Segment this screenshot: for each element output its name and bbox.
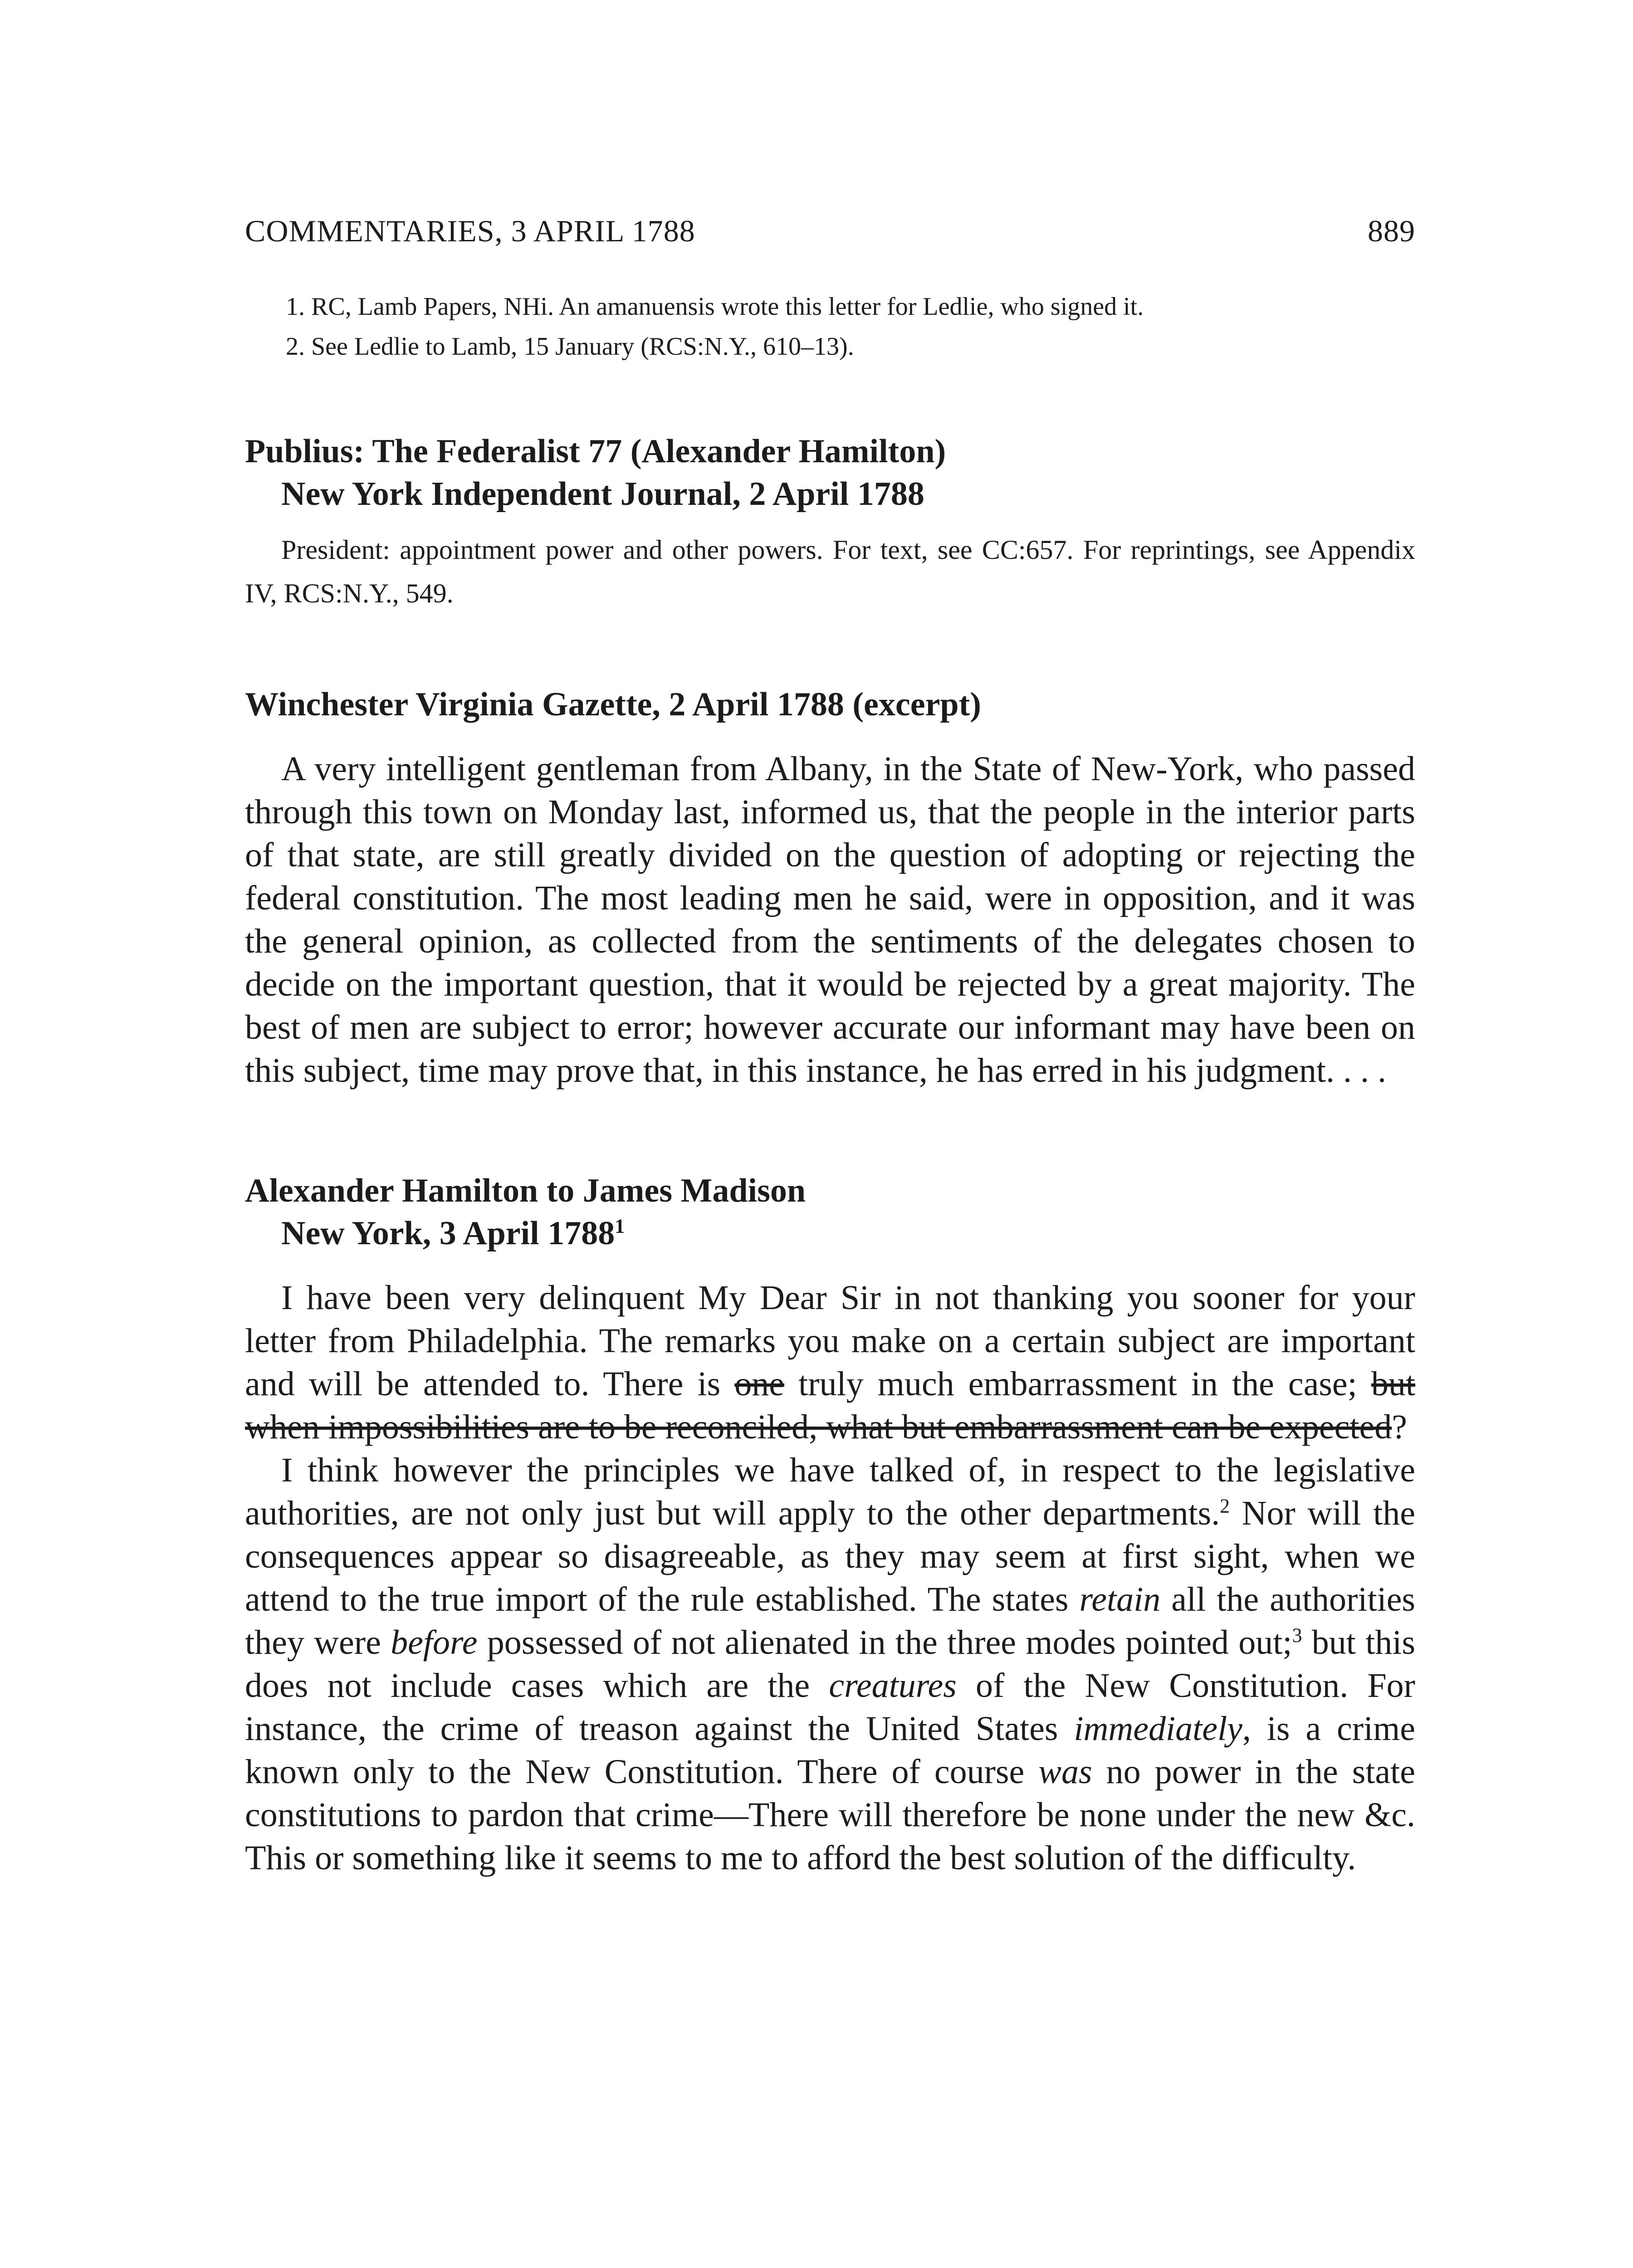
italic-text: retain [1079,1580,1161,1618]
running-head [245,213,1415,263]
italic-text: was [1038,1753,1092,1791]
letter-paragraph-2: I think however the principles we have talked of, in respect to the legislative authorities, are not only just but will apply to the other departments.$^2$ Nor will the consequences appear so disagreeable, as they may seem at first sight, when we attend to the true import of the rule established. The states retain all the authorities they were before possessed of not alienated in the three modes pointed out;$^3$ but this does not include cases which are the creatures of the New Constitution. For instance, the crime of treason against the United States immediately, is a crime known only to the New Constitution. There of course was no power in the state constitutions to pardon that crime—There will therefore be none under the new &c. This or something like it seems to me to afford the best solution of the difficulty. [245,1451,1416,1877]
federalist-summary: President: appointment power and other powers. For text, see CC:657. For reprintings, see Appendix IV, RCS:N.Y., 549. [245,535,1415,608]
gazette-heading: Winchester Virginia Gazette, 2 April 1788 (excerpt) [245,686,981,723]
federalist-heading [245,430,1415,515]
gazette-paragraph: A very intelligent gentleman from Albany, in the State of New-York, who passed through this town on Monday last, informed us, that the people in the interior parts of that state, are still greatly divided on the question of adopting or rejecting the federal constitution. The most leading men he said, were in opposition, and it was the general opinion, as collected from the sentiments of the delegates chosen to decide on the important question, that it would be rejected by a great majority. The best of men are subject to error; however accurate our informant may have been on this subject, time may prove that, in this instance, he has erred in his judgment. . . . [245,750,1415,1090]
federalist-section [245,430,1415,615]
footnote: 2. See Ledlie to Lamb, 15 January (RCS:N.Y., 610–13). [286,332,854,361]
page-number: 889 [1368,214,1415,248]
gazette-body [245,748,1415,1092]
struck-text: but when impossibilities are to be reconciled, what but embarrassment can be expected [245,1365,1415,1446]
footnote: 1. RC, Lamb Papers, NHi. An amanuensis wrote this letter for Ledlie, who signed it. [286,293,1144,321]
letter-paragraph-1: I have been very delinquent My Dear Sir in not thanking you sooner for your letter from Philadelphia. The remarks you make on a certain subject are important and will be attended to. There is one truly much embarrassment in the case; but when impossibilities are to be reconciled, what but embarrassment can be expected? [245,1279,1415,1446]
italic-text: creatures [829,1667,957,1705]
running-head-title: COMMENTARIES, 3 APRIL 1788 [245,214,695,248]
federalist-title: Publius: The Federalist 77 (Alexander Hamilton) [245,433,946,470]
letter-body [245,1276,1415,1880]
italic-text: before [391,1623,478,1662]
note-ref: 2 [1220,1495,1230,1517]
struck-text: one [734,1365,785,1403]
letter-title: Alexander Hamilton to James Madison [245,1172,806,1209]
note-ref: 1 [615,1215,625,1237]
federalist-subtitle: New York Independent Journal, 2 April 1788 [281,475,924,513]
letter-section [245,1169,1415,1880]
letter-place-date: New York, 3 April 1788 [281,1215,615,1252]
document-page [245,213,1415,1880]
letter-heading [245,1169,1415,1255]
italic-text: immediately [1074,1710,1242,1748]
footnotes [245,287,1415,367]
note-ref: 3 [1292,1624,1302,1647]
letter-subtitle [245,1212,1415,1255]
gazette-section [245,683,1415,1092]
